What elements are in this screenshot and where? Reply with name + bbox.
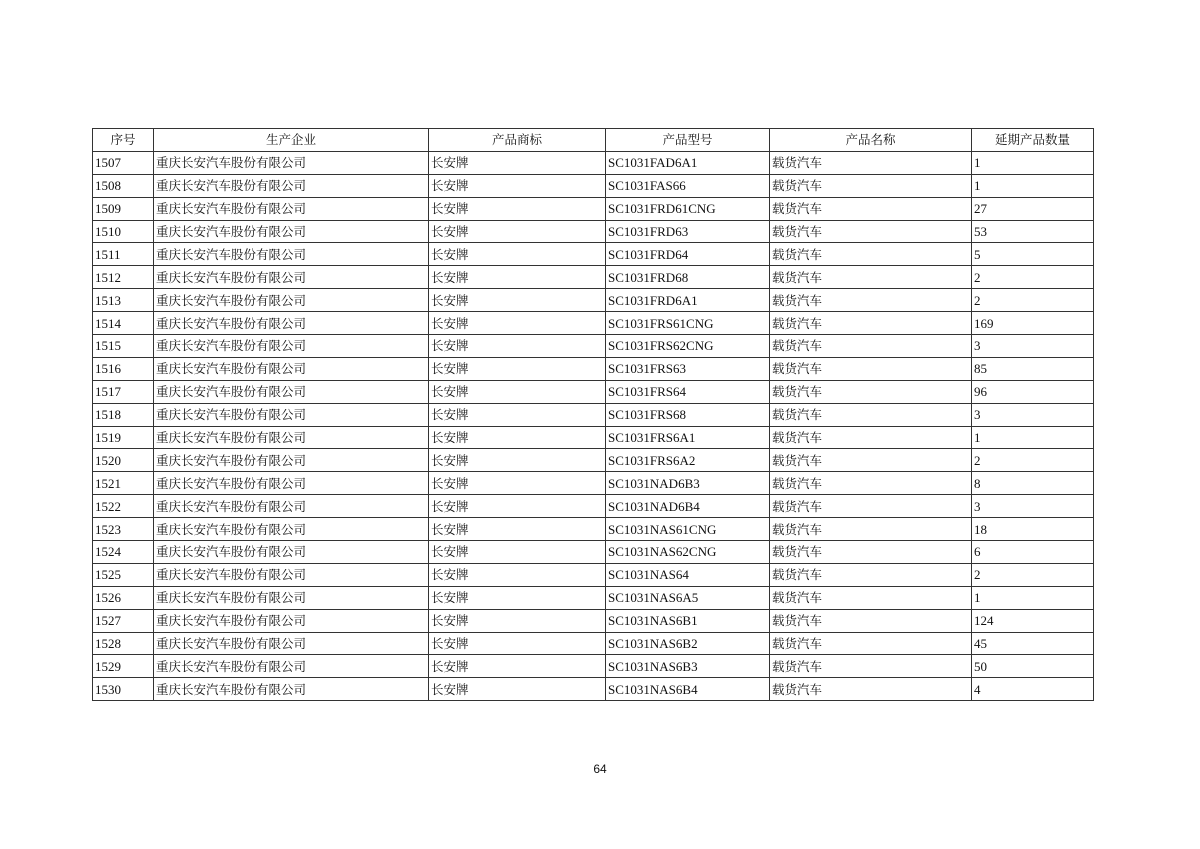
- cell-model: SC1031NAS6B3: [606, 655, 770, 678]
- cell-index: 1520: [93, 449, 154, 472]
- cell-index: 1511: [93, 243, 154, 266]
- cell-quantity: 1: [972, 426, 1094, 449]
- cell-product-name: 载货汽车: [770, 312, 972, 335]
- table-row: [93, 586, 1094, 609]
- table-row: [93, 312, 1094, 335]
- table-row: [93, 335, 1094, 358]
- cell-model: SC1031NAS64: [606, 563, 770, 586]
- cell-quantity: 18: [972, 518, 1094, 541]
- cell-brand: 长安牌: [429, 380, 606, 403]
- cell-manufacturer: 重庆长安汽车股份有限公司: [154, 632, 429, 655]
- cell-quantity: 96: [972, 380, 1094, 403]
- cell-model: SC1031FRD64: [606, 243, 770, 266]
- table-row: [93, 609, 1094, 632]
- cell-brand: 长安牌: [429, 357, 606, 380]
- cell-manufacturer: 重庆长安汽车股份有限公司: [154, 174, 429, 197]
- cell-product-name: 载货汽车: [770, 151, 972, 174]
- cell-brand: 长安牌: [429, 174, 606, 197]
- cell-model: SC1031FRS6A1: [606, 426, 770, 449]
- cell-manufacturer: 重庆长安汽车股份有限公司: [154, 357, 429, 380]
- cell-model: SC1031NAD6B4: [606, 495, 770, 518]
- product-extension-table: [92, 128, 1094, 701]
- cell-product-name: 载货汽车: [770, 632, 972, 655]
- cell-brand: 长安牌: [429, 335, 606, 358]
- cell-model: SC1031FAS66: [606, 174, 770, 197]
- cell-product-name: 载货汽车: [770, 655, 972, 678]
- cell-index: 1518: [93, 403, 154, 426]
- cell-brand: 长安牌: [429, 197, 606, 220]
- cell-manufacturer: 重庆长安汽车股份有限公司: [154, 289, 429, 312]
- cell-manufacturer: 重庆长安汽车股份有限公司: [154, 426, 429, 449]
- cell-brand: 长安牌: [429, 312, 606, 335]
- cell-model: SC1031FRS64: [606, 380, 770, 403]
- cell-index: 1510: [93, 220, 154, 243]
- table-row: [93, 289, 1094, 312]
- cell-index: 1508: [93, 174, 154, 197]
- cell-index: 1517: [93, 380, 154, 403]
- cell-index: 1513: [93, 289, 154, 312]
- cell-model: SC1031FRS6A2: [606, 449, 770, 472]
- cell-product-name: 载货汽车: [770, 563, 972, 586]
- cell-model: SC1031FRD61CNG: [606, 197, 770, 220]
- cell-manufacturer: 重庆长安汽车股份有限公司: [154, 266, 429, 289]
- cell-index: 1516: [93, 357, 154, 380]
- cell-index: 1512: [93, 266, 154, 289]
- table-row: [93, 449, 1094, 472]
- cell-brand: 长安牌: [429, 289, 606, 312]
- cell-model: SC1031NAS6B4: [606, 678, 770, 701]
- cell-brand: 长安牌: [429, 495, 606, 518]
- cell-quantity: 4: [972, 678, 1094, 701]
- page-number: 64: [593, 762, 607, 776]
- header-index: 序号: [93, 129, 154, 152]
- cell-model: SC1031NAS62CNG: [606, 541, 770, 564]
- cell-quantity: 5: [972, 243, 1094, 266]
- cell-manufacturer: 重庆长安汽车股份有限公司: [154, 541, 429, 564]
- cell-manufacturer: 重庆长安汽车股份有限公司: [154, 220, 429, 243]
- table-row: [93, 174, 1094, 197]
- cell-product-name: 载货汽车: [770, 518, 972, 541]
- cell-quantity: 3: [972, 495, 1094, 518]
- cell-product-name: 载货汽车: [770, 472, 972, 495]
- header-brand: 产品商标: [429, 129, 606, 152]
- table-row: [93, 380, 1094, 403]
- cell-manufacturer: 重庆长安汽车股份有限公司: [154, 495, 429, 518]
- cell-quantity: 2: [972, 563, 1094, 586]
- cell-manufacturer: 重庆长安汽车股份有限公司: [154, 609, 429, 632]
- cell-brand: 长安牌: [429, 426, 606, 449]
- cell-product-name: 载货汽车: [770, 495, 972, 518]
- cell-index: 1507: [93, 151, 154, 174]
- cell-model: SC1031NAD6B3: [606, 472, 770, 495]
- cell-product-name: 载货汽车: [770, 357, 972, 380]
- cell-product-name: 载货汽车: [770, 289, 972, 312]
- cell-brand: 长安牌: [429, 655, 606, 678]
- cell-quantity: 8: [972, 472, 1094, 495]
- cell-quantity: 2: [972, 289, 1094, 312]
- cell-product-name: 载货汽车: [770, 243, 972, 266]
- cell-manufacturer: 重庆长安汽车股份有限公司: [154, 655, 429, 678]
- cell-quantity: 27: [972, 197, 1094, 220]
- cell-quantity: 1: [972, 151, 1094, 174]
- cell-index: 1514: [93, 312, 154, 335]
- cell-product-name: 载货汽车: [770, 380, 972, 403]
- cell-quantity: 45: [972, 632, 1094, 655]
- cell-model: SC1031FRS61CNG: [606, 312, 770, 335]
- table-row: [93, 266, 1094, 289]
- cell-product-name: 载货汽车: [770, 449, 972, 472]
- cell-manufacturer: 重庆长安汽车股份有限公司: [154, 380, 429, 403]
- cell-product-name: 载货汽车: [770, 220, 972, 243]
- cell-quantity: 124: [972, 609, 1094, 632]
- table-body: [93, 151, 1094, 700]
- cell-brand: 长安牌: [429, 243, 606, 266]
- cell-brand: 长安牌: [429, 609, 606, 632]
- cell-index: 1530: [93, 678, 154, 701]
- cell-model: SC1031NAS6B2: [606, 632, 770, 655]
- cell-product-name: 载货汽车: [770, 266, 972, 289]
- cell-manufacturer: 重庆长安汽车股份有限公司: [154, 472, 429, 495]
- table-row: [93, 151, 1094, 174]
- cell-product-name: 载货汽车: [770, 678, 972, 701]
- cell-index: 1515: [93, 335, 154, 358]
- table-row: [93, 472, 1094, 495]
- cell-index: 1524: [93, 541, 154, 564]
- cell-index: 1525: [93, 563, 154, 586]
- cell-quantity: 85: [972, 357, 1094, 380]
- cell-model: SC1031FRS63: [606, 357, 770, 380]
- cell-manufacturer: 重庆长安汽车股份有限公司: [154, 151, 429, 174]
- cell-manufacturer: 重庆长安汽车股份有限公司: [154, 403, 429, 426]
- cell-model: SC1031NAS6A5: [606, 586, 770, 609]
- cell-index: 1522: [93, 495, 154, 518]
- cell-quantity: 169: [972, 312, 1094, 335]
- header-model: 产品型号: [606, 129, 770, 152]
- cell-index: 1526: [93, 586, 154, 609]
- cell-manufacturer: 重庆长安汽车股份有限公司: [154, 449, 429, 472]
- table-row: [93, 632, 1094, 655]
- cell-model: SC1031FRS68: [606, 403, 770, 426]
- table-row: [93, 518, 1094, 541]
- table-row: [93, 655, 1094, 678]
- cell-index: 1519: [93, 426, 154, 449]
- cell-model: SC1031FRD68: [606, 266, 770, 289]
- cell-product-name: 载货汽车: [770, 426, 972, 449]
- cell-brand: 长安牌: [429, 151, 606, 174]
- cell-model: SC1031FRD6A1: [606, 289, 770, 312]
- cell-manufacturer: 重庆长安汽车股份有限公司: [154, 243, 429, 266]
- cell-product-name: 载货汽车: [770, 586, 972, 609]
- cell-brand: 长安牌: [429, 678, 606, 701]
- header-row: [93, 129, 1094, 152]
- cell-manufacturer: 重庆长安汽车股份有限公司: [154, 678, 429, 701]
- table-row: [93, 403, 1094, 426]
- cell-index: 1523: [93, 518, 154, 541]
- cell-quantity: 2: [972, 449, 1094, 472]
- cell-manufacturer: 重庆长安汽车股份有限公司: [154, 586, 429, 609]
- cell-brand: 长安牌: [429, 449, 606, 472]
- cell-index: 1521: [93, 472, 154, 495]
- header-manufacturer: 生产企业: [154, 129, 429, 152]
- cell-quantity: 1: [972, 586, 1094, 609]
- table-row: [93, 426, 1094, 449]
- cell-manufacturer: 重庆长安汽车股份有限公司: [154, 312, 429, 335]
- cell-manufacturer: 重庆长安汽车股份有限公司: [154, 518, 429, 541]
- cell-quantity: 6: [972, 541, 1094, 564]
- cell-manufacturer: 重庆长安汽车股份有限公司: [154, 563, 429, 586]
- cell-index: 1528: [93, 632, 154, 655]
- cell-quantity: 53: [972, 220, 1094, 243]
- cell-brand: 长安牌: [429, 472, 606, 495]
- cell-manufacturer: 重庆长安汽车股份有限公司: [154, 335, 429, 358]
- header-product-name: 产品名称: [770, 129, 972, 152]
- cell-index: 1527: [93, 609, 154, 632]
- cell-model: SC1031FRS62CNG: [606, 335, 770, 358]
- cell-quantity: 50: [972, 655, 1094, 678]
- table-row: [93, 563, 1094, 586]
- table-row: [93, 220, 1094, 243]
- cell-model: SC1031NAS61CNG: [606, 518, 770, 541]
- table-row: [93, 495, 1094, 518]
- cell-brand: 长安牌: [429, 541, 606, 564]
- cell-product-name: 载货汽车: [770, 541, 972, 564]
- cell-index: 1529: [93, 655, 154, 678]
- table-row: [93, 678, 1094, 701]
- cell-brand: 长安牌: [429, 518, 606, 541]
- cell-model: SC1031FAD6A1: [606, 151, 770, 174]
- cell-manufacturer: 重庆长安汽车股份有限公司: [154, 197, 429, 220]
- header-quantity: 延期产品数量: [972, 129, 1094, 152]
- cell-quantity: 3: [972, 335, 1094, 358]
- table-header: [93, 129, 1094, 152]
- cell-brand: 长安牌: [429, 563, 606, 586]
- cell-brand: 长安牌: [429, 266, 606, 289]
- table-row: [93, 243, 1094, 266]
- cell-brand: 长安牌: [429, 403, 606, 426]
- cell-product-name: 载货汽车: [770, 609, 972, 632]
- cell-product-name: 载货汽车: [770, 174, 972, 197]
- cell-product-name: 载货汽车: [770, 335, 972, 358]
- cell-product-name: 载货汽车: [770, 197, 972, 220]
- cell-index: 1509: [93, 197, 154, 220]
- cell-quantity: 1: [972, 174, 1094, 197]
- table-row: [93, 541, 1094, 564]
- cell-brand: 长安牌: [429, 632, 606, 655]
- cell-product-name: 载货汽车: [770, 403, 972, 426]
- table-row: [93, 197, 1094, 220]
- cell-model: SC1031NAS6B1: [606, 609, 770, 632]
- table-row: [93, 357, 1094, 380]
- cell-model: SC1031FRD63: [606, 220, 770, 243]
- cell-quantity: 3: [972, 403, 1094, 426]
- cell-brand: 长安牌: [429, 586, 606, 609]
- cell-quantity: 2: [972, 266, 1094, 289]
- cell-brand: 长安牌: [429, 220, 606, 243]
